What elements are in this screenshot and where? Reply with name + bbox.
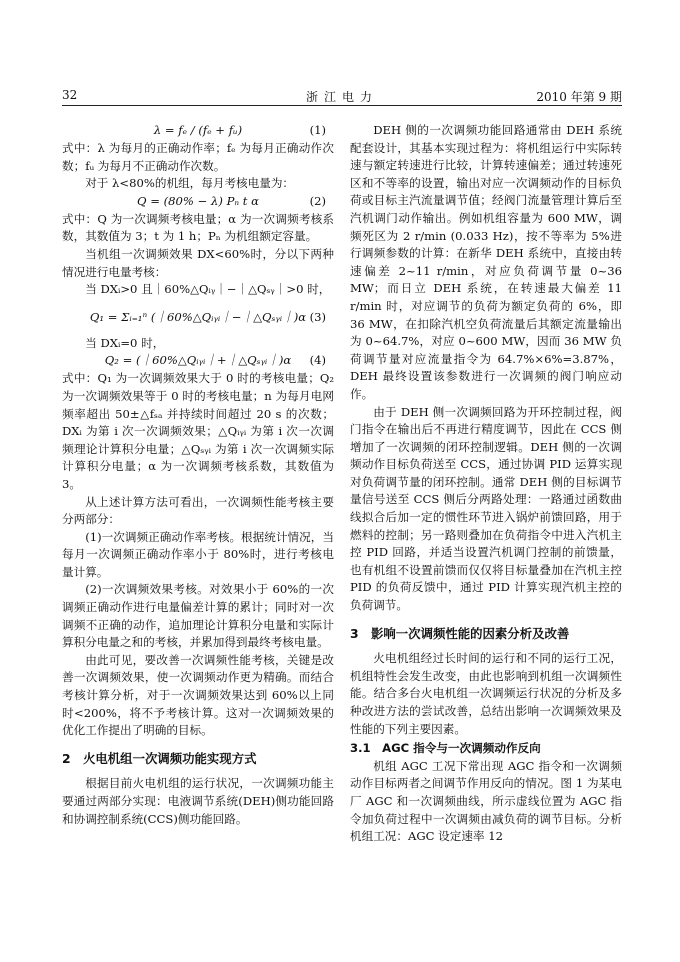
- left-column: [62, 122, 334, 828]
- paragraph: 式中：Q 为一次调频考核电量；α 为一次调频考核系数，其数值为 3；t 为 1 h；Pₙ 为机组额定容量。: [62, 211, 334, 244]
- paragraph: 从上述计算方法可看出，一次调频性能考核主要分两部分：: [62, 494, 334, 527]
- header-rule: [62, 105, 622, 106]
- equation-formula: λ = fₑ / (fₑ + fᵤ): [153, 123, 243, 137]
- paragraph: (1)一次调频正确动作率考核。根据统计情况，当每月一次调频正确动作率小于 80%时，进行考核电量计算。: [62, 529, 334, 579]
- equation-1: [62, 122, 334, 140]
- equation-number: (1): [309, 123, 326, 137]
- paragraph: 根据目前火电机组的运行状况，一次调频功能主要通过两部分实现：电液调节系统(DEH)侧功能回路和协调控制系统(CCS)侧功能回路。: [62, 776, 334, 826]
- paragraph: DEH 侧的一次调频功能回路通常由 DEH 系统配套设计，其基本实现过程为：将机组运行中实际转速与额定转速进行比较，计算转速偏差；通过转速死区和不等率的设置，输出对应一次调频动作的目标负荷或目标主汽流量调节值；经阀门流量管理计算后至汽机调门动作输出。例如机组容量为 600 MW，调频死区为 2 r/min (0.033 Hz)，按不等率为 5%进行调频参数的计算：在新华 DEH 系统中，直接由转速偏差 2~11 r/min，对应负荷调节量 0~36 MW；而日立 DEH 系统，在转速最大偏差 11 r/min 时，对应调节的负荷为额定负荷的 6%，即 36 MW，在扣除汽机空负荷流量后其额定流量输出为 0~64.7%，对应 0~600 MW，因而 36 MW 负荷调节量对应流量指令为 64.7%×6%=3.87%，DEH 最终设置该参数进行一次调频的阀门响应动作。: [350, 123, 622, 401]
- equation-formula: Q₁ = Σᵢ₌₁ⁿ (｜60%△Qᵢᵧᵢ｜−｜△Qₛᵧᵢ｜)α: [89, 309, 307, 324]
- page-number: 32: [62, 88, 78, 102]
- issue-label: 2010 年第 9 期: [536, 90, 622, 104]
- paragraph: 火电机组经过长时间的运行和不同的运行工况，机组特性会发生改变，由此也影响到机组一次调频性能。结合多台火电机组一次调频运行状况的分析及多种改进方法的尝试改善，总结出影响一次调频效果及性能的下列主要因素。: [350, 651, 622, 736]
- equation-formula: Q₂ = (｜60%△Qᵢᵧᵢ｜+｜△Qₛᵧᵢ｜)α: [104, 353, 292, 368]
- equation-4: [62, 352, 334, 370]
- paragraph: 对于 λ<80%的机组，每月考核电量为：: [85, 176, 295, 191]
- paragraph: 式中：Q₁ 为一次调频效果大于 0 时的考核电量；Q₂ 为一次调频效果等于 0 时的考核电量；n 为每月电网频率超出 50±△fₛₐ 并持续时间超过 20 s 的次数；DXᵢ 为第 i 次一次调频效果；△Qᵢᵧᵢ 为第 i 次一次调频理论计算积分电量；△Qₛᵧᵢ 为第 i 次一次调频实际计算积分电量；α 为一次调频考核系数，其数值为 3。: [62, 371, 334, 491]
- paragraph: 当 DXᵢ=0 时，: [85, 335, 165, 350]
- journal-name: 浙江电力: [305, 90, 378, 104]
- right-column: [350, 122, 622, 846]
- paragraph: 式中：λ 为每月的正确动作率；fₑ 为每月正确动作次数；fᵤ 为每月不正确动作次数。: [62, 141, 334, 173]
- section-heading: 2 火电机组一次调频功能实现方式: [62, 750, 257, 766]
- section-heading: 3 影响一次调频性能的因素分析及改善: [350, 625, 570, 641]
- equation-3: [62, 299, 334, 335]
- equation-2: [62, 193, 334, 211]
- subsection-heading: 3.1 AGC 指令与一次调频动作反向: [350, 741, 541, 756]
- paragraph: 当机组一次调频效果 DX<60%时，分以下两种情况进行电量考核：: [62, 246, 334, 279]
- equation-number: (3): [309, 309, 326, 324]
- paragraph: 由于 DEH 侧一次调频回路为开环控制过程，阀门指令在输出后不再进行精度调节，因此在 CCS 侧增加了一次调频的闭环控制逻辑。DEH 侧的一次调频动作目标负荷送至 CCS，通过协调 PID 运算实现对负荷调节量的闭环控制。通常 DEH 侧的目标调节量信号送至 CCS 侧后分两路处理：一路通过函数曲线拟合后加一定的惯性环节进入锅炉前馈回路，用于燃料的控制；另一路则叠加在负荷指令中进入汽机主控 PID 回路，并适当设置汽机调门控制的前馈量，也有机组不设置前馈而仅仅将目标量叠加在汽机主控 PID 的负荷反馈中，通过 PID 计算实现汽机主控的负荷调节。: [350, 404, 622, 613]
- equation-number: (2): [309, 193, 326, 208]
- equation-number: (4): [309, 353, 326, 368]
- paragraph: (2)一次调频效果考核。对效果小于 60%的一次调频正确动作进行电量偏差计算的累计；同时对一次调频不正确的动作，追加理论计算积分电量和实际计算积分电量之和的考核，并累加得到最终考核电量。: [62, 582, 334, 650]
- paragraph: 当 DXᵢ>0 且｜60%△Qᵢᵧ｜−｜△Qₛᵧ｜>0 时，: [85, 282, 331, 297]
- paragraph: 机组 AGC 工况下常出现 AGC 指令和一次调频动作目标两者之间调节作用反向的情况。图 1 为某电厂 AGC 和一次调频曲线，所示虚线位置为 AGC 指令加负荷过程中一次调频由减负荷的调节目标。分析机组工况：AGC 设定速率 12: [350, 758, 622, 844]
- equation-formula: Q = (80% − λ) Pₙ t α: [137, 193, 259, 208]
- paragraph: 由此可见，要改善一次调频性能考核，关键是改善一次调频效果，使一次调频动作更为精确。而结合考核计算分析，对于一次调频效果达到 60%以上同时<200%，将不予考核计算。这对一次调频效果的优化工作提出了明确的目标。: [62, 652, 334, 738]
- page-header: [62, 88, 622, 106]
